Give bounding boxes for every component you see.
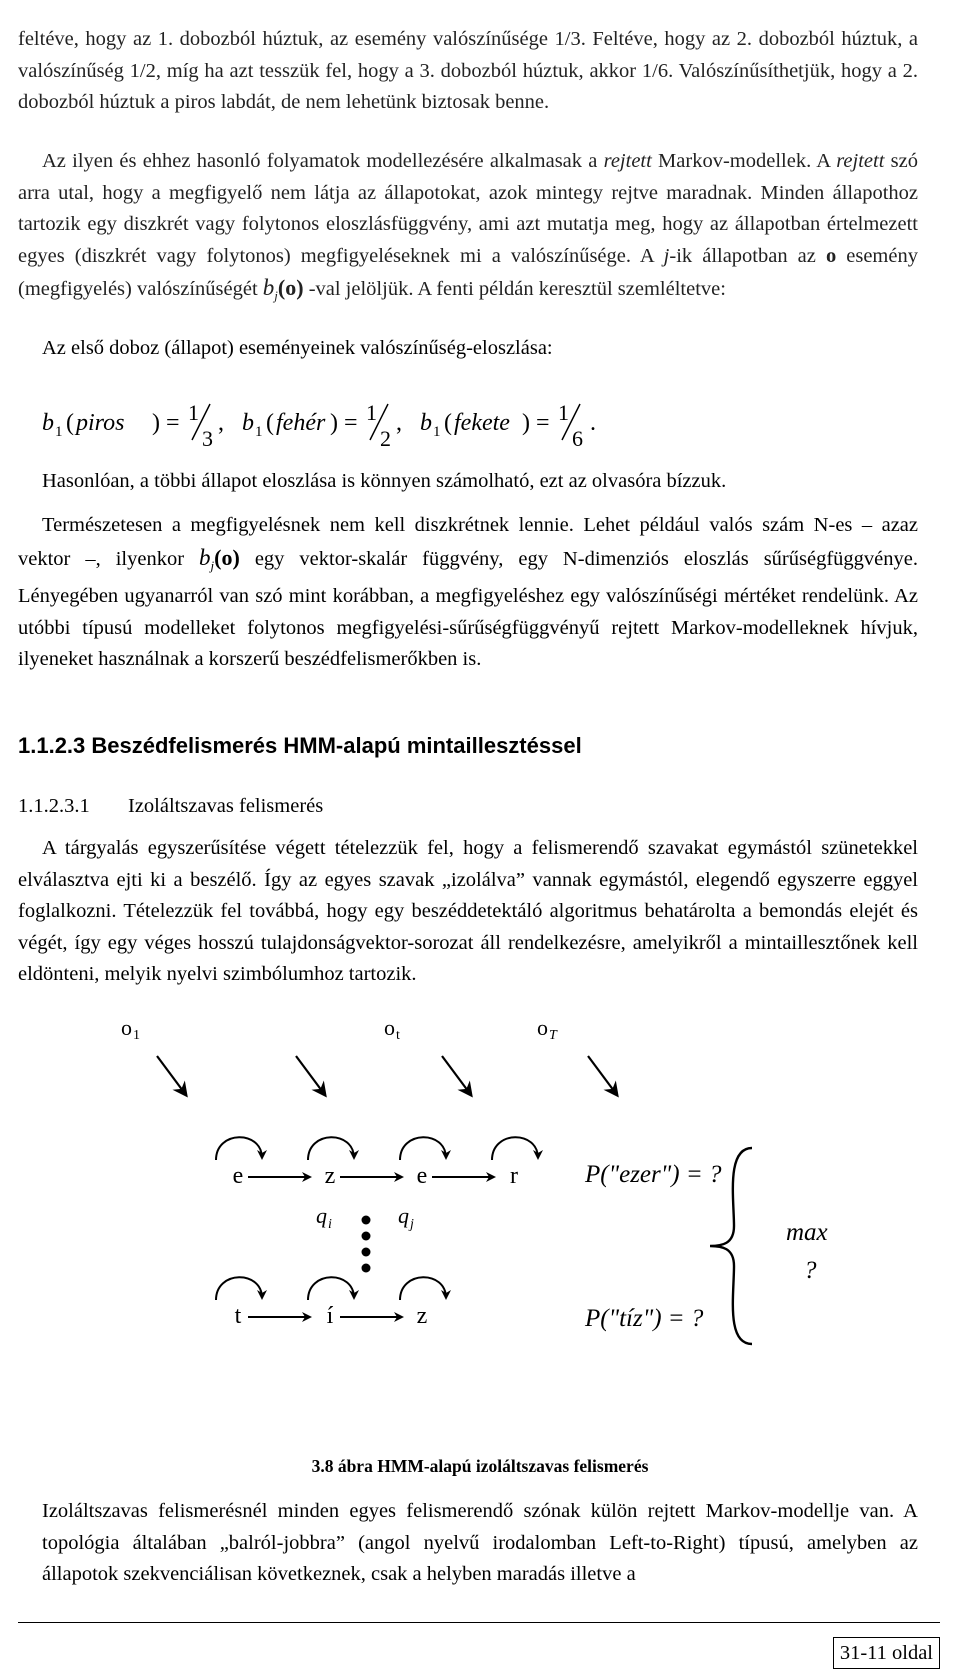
hmm-states-ezer (216, 1137, 538, 1189)
svg-text:j: j (410, 1217, 414, 1232)
paragraph-intro: feltéve, hogy az 1. dobozból húztuk, az esemény valószínűsége 1/3. Feltéve, hogy az 2. dobozból húztuk, a valószínűség 1/2, míg ha azt tesszük fel, hogy a 3. dobozból húztuk, akkor 1/6. Valószínűsíthetjük, hogy a 2. dobozból húztuk a piros labdát, de nem lehetünk biztosak benne. (18, 28, 918, 113)
ellipsis-dots-vertical (362, 1216, 371, 1273)
svg-text:o: o (384, 1015, 395, 1040)
svg-text:e: e (416, 1163, 428, 1189)
paragraph-similarly: Hasonlóan, a többi állapot eloszlása is könnyen számolható, ezt az olvasóra bízzuk. (42, 470, 727, 492)
max-label (786, 1219, 828, 1284)
svg-text:1: 1 (133, 1028, 140, 1043)
svg-text:T: T (549, 1028, 557, 1043)
svg-text:b: b (42, 410, 54, 436)
svg-text:q: q (398, 1203, 409, 1228)
svg-text:?: ? (804, 1257, 817, 1284)
svg-text:1: 1 (55, 424, 63, 440)
svg-text:fekete: fekete (454, 410, 510, 436)
svg-text:fehér: fehér (276, 410, 326, 436)
svg-text:(: ( (266, 410, 274, 436)
svg-text:.: . (590, 410, 596, 436)
probability-labels (584, 1161, 722, 1332)
svg-text:piros: piros (76, 410, 125, 436)
svg-text:i: i (328, 1217, 332, 1232)
svg-text:) =: ) = (330, 410, 358, 436)
svg-text:b: b (420, 410, 432, 436)
svg-text:1: 1 (366, 400, 377, 425)
page-number: 31-11 oldal (833, 1637, 940, 1669)
paragraph-isolated-recognition: Izoláltszavas felismerésnél minden egyes felismerendő szónak külön rejtett Markov-modellje van. A topológia általában „balról-jobbra” (angol nyelvű irodalomban Left-to-Right) típusú, amelyben az állapotok szekvenciálisan következnek, csak a helyben maradás illetve a (42, 1500, 918, 1585)
figure-caption: 3.8 ábra HMM-alapú izoláltszavas felismerés (311, 1456, 649, 1476)
svg-text:1: 1 (188, 400, 199, 425)
svg-text:) =: ) = (152, 410, 180, 436)
svg-text:P("ezer") = ?: P("ezer") = ? (585, 1161, 722, 1188)
hmm-states-tiz (216, 1277, 446, 1329)
svg-text:t: t (234, 1303, 242, 1329)
svg-text:(: ( (444, 410, 452, 436)
svg-text:1: 1 (558, 400, 569, 425)
svg-text:q: q (316, 1203, 327, 1228)
svg-text:e: e (232, 1163, 244, 1189)
subsection-heading: 1.1.2.3.1 Izoláltszavas felismerés (18, 795, 324, 817)
svg-text:2: 2 (380, 426, 391, 451)
svg-text:,: , (396, 410, 402, 436)
svg-text:z: z (324, 1163, 336, 1189)
svg-text:3: 3 (202, 426, 213, 451)
observation-labels (121, 1015, 558, 1043)
svg-text:b: b (242, 410, 254, 436)
paragraph-first-box: Az első doboz (állapot) eseményeinek valószínűség-eloszlása: (42, 337, 553, 359)
svg-text:6: 6 (572, 426, 583, 451)
svg-text:P("tíz") = ?: P("tíz") = ? (585, 1305, 704, 1332)
paragraph-continuous: Természetesen a megfigyelésnek nem kell diszkrétnek lennie. Lehet például valós szám N-es – azaz vektor –, ilyenkor $b_j(o)$ egy vektor-skalár függvény, egy N-dimenziós eloszlás sűrűségfüggvénye. Lényegében ugyanarról van szó mint korábban, a megfigyeléshez egy valószínűségi mértéket rendelünk. Az utóbbi típusú modelleket folytonos megfigyelési-sűrűségfüggvényű rejtett Markov-modelleknek hívjuk, ilyeneket használnak a korszerű beszédfelismerőkben is. (18, 514, 918, 671)
paragraph-isolated-words: A tárgyalás egyszerűsítése végett tételezzük fel, hogy a felismerendő szavakat egymástól szünetekkel elválasztva ejti ki a beszélő. Így az egyes szavak „izolálva” vannak egymástól, elegendő egyszerre eggyel foglalkozni. Tételezzük fel továbbá, hogy egy beszéddetektáló algoritmus behatárolta a bemondás elejét és végét, így egy véges hosszú tulajdonságvektor-sorozat áll rendelkezésre, amelyikről a mintaillesztőnek kell eldönteni, melyik nyelvi szimbólumhoz tartozik. (18, 837, 918, 985)
svg-text:r: r (510, 1163, 518, 1189)
svg-text:1: 1 (255, 424, 263, 440)
probability-formula (42, 398, 642, 465)
svg-text:,: , (218, 410, 224, 436)
observation-arrows (157, 1056, 617, 1095)
svg-text:1: 1 (433, 424, 441, 440)
svg-text:o: o (121, 1015, 132, 1040)
svg-text:z: z (416, 1303, 428, 1329)
svg-text:(: ( (66, 410, 74, 436)
footer-rule (18, 1622, 940, 1623)
bj-symbol: b (262, 275, 275, 300)
svg-text:í: í (326, 1303, 334, 1329)
svg-text:max: max (786, 1219, 828, 1246)
formula-graphic (42, 398, 642, 458)
svg-text:o: o (537, 1015, 548, 1040)
section-heading: 1.1.2.3 Beszédfelismerés HMM-alapú mintaillesztéssel (18, 733, 582, 758)
svg-text:) =: ) = (522, 410, 550, 436)
paragraph-hmm-definition: Az ilyen és ehhez hasonló folyamatok modellezésére alkalmasak a rejtett Markov-modellek. A rejtett szó arra utal, hogy a megfigyelő nem látja az állapotokat, azok mintegy rejtve maradnak. Minden állapothoz tartozik egy diszkrét vagy folytonos eloszlásfüggvény, ami azt mutatja meg, hogy az állapotban értelmezett egyes (diszkrét vagy folytonos) megfigyeléseknek mi a valószínűsége. A j-ik állapotban az o esemény (megfigyelés) valószínűségét $b_j(o)$ -val jelöljük. A fenti példán keresztül szemléltetve: (18, 150, 918, 304)
hmm-figure (0, 990, 960, 1450)
svg-text:t: t (396, 1028, 400, 1043)
